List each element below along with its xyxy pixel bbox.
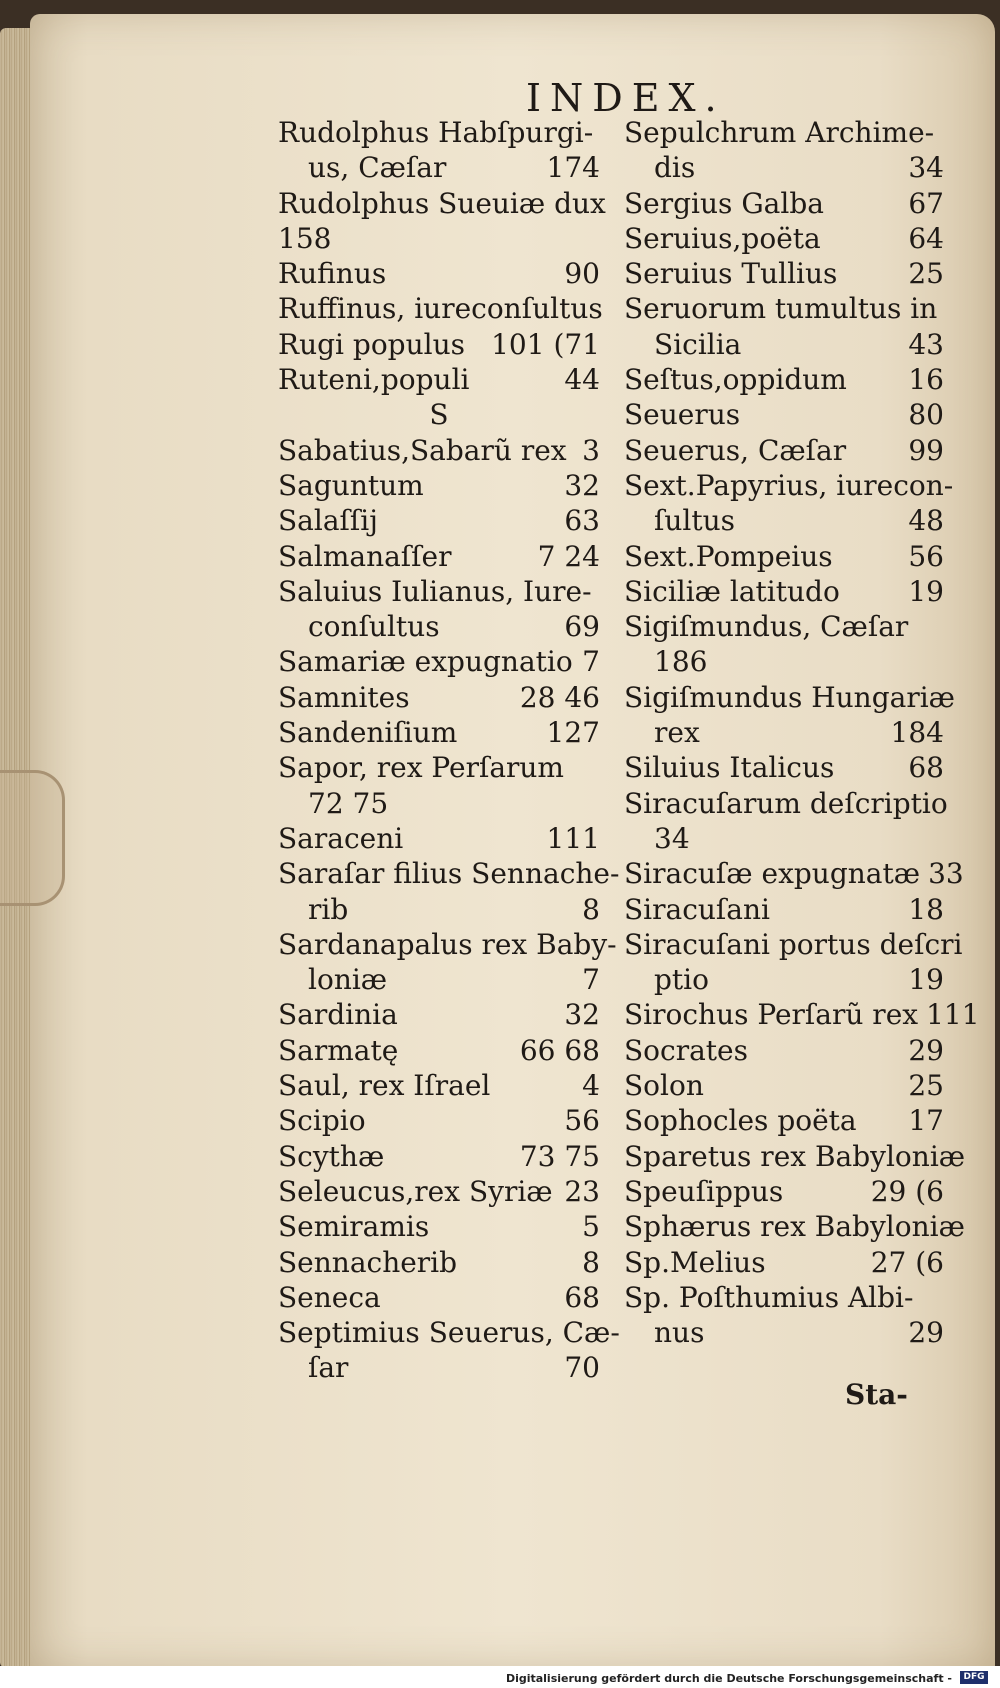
index-entry bbox=[624, 115, 944, 150]
index-entry bbox=[278, 186, 606, 221]
entry-page-number: 32 bbox=[564, 468, 600, 502]
entry-text: Siciliæ latitudo bbox=[624, 574, 840, 608]
index-entry bbox=[624, 786, 948, 821]
entry-page-number: 64 bbox=[908, 221, 944, 255]
index-entry bbox=[624, 186, 944, 221]
entry-text: Samnites bbox=[278, 680, 410, 714]
index-entry bbox=[278, 892, 600, 927]
entry-text: ſultus bbox=[654, 504, 736, 538]
index-entry bbox=[278, 291, 603, 326]
index-entry bbox=[624, 362, 944, 397]
entry-text: Sext.Papyrius, iurecon- bbox=[624, 468, 954, 502]
entry-page-number: 3 bbox=[582, 433, 600, 467]
entry-page-number: 34 bbox=[908, 151, 944, 185]
index-entry bbox=[624, 256, 944, 291]
entry-text: ptio bbox=[654, 963, 709, 997]
entry-text: Septimius Seuerus, Cæ- bbox=[278, 1316, 620, 1350]
entry-page-number: 25 bbox=[908, 1069, 944, 1103]
index-entry bbox=[624, 644, 944, 679]
index-entry bbox=[624, 997, 980, 1032]
entry-text: Scythæ bbox=[278, 1139, 385, 1173]
index-entry bbox=[624, 609, 944, 644]
entry-text: us, Cæſar bbox=[308, 151, 447, 185]
entry-text: Seruius,poëta bbox=[624, 221, 821, 255]
index-entry bbox=[624, 397, 944, 432]
entry-text: Socrates bbox=[624, 1033, 748, 1067]
index-entry bbox=[278, 256, 600, 291]
footer-bar bbox=[0, 1666, 1000, 1688]
entry-page-number bbox=[962, 927, 970, 962]
entry-page-number bbox=[603, 291, 611, 326]
entry-text: Sandeniſium bbox=[278, 716, 458, 750]
entry-text: Siracuſani bbox=[624, 892, 770, 926]
entry-text: Sp. Poſthumius Albi- bbox=[624, 1280, 914, 1314]
entry-page-number: 56 bbox=[564, 1104, 600, 1138]
entry-text: loniæ bbox=[308, 963, 388, 997]
index-entry bbox=[624, 856, 964, 891]
entry-text: Seruorum tumultus in bbox=[624, 292, 938, 326]
index-entry bbox=[278, 1033, 600, 1068]
index-entry bbox=[278, 644, 600, 679]
entry-text: Sicilia bbox=[654, 327, 742, 361]
index-entry bbox=[624, 927, 963, 962]
entry-page-number: 69 bbox=[564, 610, 600, 644]
entry-page-number: 63 bbox=[564, 504, 600, 538]
entry-text: Scipio bbox=[278, 1104, 366, 1138]
index-entry bbox=[624, 892, 944, 927]
entry-text: Sapor, rex Perſarum bbox=[278, 751, 564, 785]
index-entry bbox=[624, 1315, 944, 1350]
entry-page-number: 16 bbox=[908, 363, 944, 397]
index-entry bbox=[278, 786, 600, 821]
entry-page-number: 90 bbox=[564, 257, 600, 291]
entry-text: Sophocles poëta bbox=[624, 1104, 857, 1138]
index-entry bbox=[624, 1245, 944, 1280]
entry-page-number: 29 bbox=[908, 1033, 944, 1067]
entry-text: Sphærus rex Babyloniæ bbox=[624, 1210, 965, 1244]
entry-text: Seleucus,rex Syriæ bbox=[278, 1174, 553, 1208]
entry-page-number: 80 bbox=[908, 398, 944, 432]
index-entry bbox=[624, 1174, 944, 1209]
entry-page-number bbox=[936, 821, 944, 856]
index-entry bbox=[624, 1068, 944, 1103]
entry-page-number: 8 bbox=[582, 892, 600, 926]
entry-text: S bbox=[429, 398, 449, 432]
index-entry bbox=[278, 574, 600, 609]
entry-text: Rudolphus Sueuiæ dux bbox=[278, 186, 606, 220]
clasp-marking bbox=[0, 770, 65, 906]
entry-page-number bbox=[948, 786, 956, 821]
entry-text: Ruffinus, iureconſultus bbox=[278, 292, 603, 326]
entry-page-number: 7 24 bbox=[537, 539, 600, 573]
entry-page-number: 43 bbox=[908, 327, 944, 361]
index-entry bbox=[278, 362, 600, 397]
entry-text: Salmanaſſer bbox=[278, 539, 452, 573]
index-entry bbox=[278, 1245, 600, 1280]
entry-text: dis bbox=[654, 151, 696, 185]
entry-text: Seuerus bbox=[624, 398, 741, 432]
entry-page-number bbox=[953, 468, 961, 503]
index-entry bbox=[624, 1103, 944, 1138]
entry-text: Sigiſmundus Hungariæ bbox=[624, 680, 955, 714]
entry-page-number: 99 bbox=[908, 433, 944, 467]
entry-page-number: 19 bbox=[908, 574, 944, 608]
entry-text: Saul, rex Iſrael bbox=[278, 1069, 491, 1103]
index-entry bbox=[624, 1033, 944, 1068]
index-entry bbox=[278, 397, 600, 432]
index-entry bbox=[278, 468, 600, 503]
page-header: INDEX. bbox=[526, 76, 726, 120]
entry-text: Saluius Iulianus, Iure- bbox=[278, 574, 592, 608]
entry-page-number: 68 bbox=[908, 751, 944, 785]
entry-page-number: 7 bbox=[582, 963, 600, 997]
entry-text: Salaſſij bbox=[278, 504, 378, 538]
index-entry bbox=[278, 1068, 600, 1103]
index-entry bbox=[278, 1315, 620, 1350]
entry-page-number: 48 bbox=[908, 504, 944, 538]
entry-text: Sabatius,Sabarũ rex bbox=[278, 433, 567, 467]
entry-text: Saraceni bbox=[278, 821, 404, 855]
index-entry bbox=[278, 997, 600, 1032]
entry-page-number: 111 bbox=[546, 821, 600, 855]
entry-text: Seruius Tullius bbox=[624, 257, 838, 291]
entry-page-number: 67 bbox=[908, 186, 944, 220]
entry-page-number: 68 bbox=[564, 1280, 600, 1314]
entry-text: Sardinia bbox=[278, 998, 398, 1032]
index-entry bbox=[624, 1280, 944, 1315]
index-entry bbox=[624, 574, 944, 609]
index-entry bbox=[278, 327, 600, 362]
entry-page-number bbox=[592, 574, 600, 609]
entry-page-number: 17 bbox=[908, 1104, 944, 1138]
entry-text: Seneca bbox=[278, 1280, 381, 1314]
entry-text: Sergius Galba bbox=[624, 186, 824, 220]
entry-page-number: 174 bbox=[546, 151, 600, 185]
index-entry bbox=[624, 1209, 965, 1244]
entry-text: Speuſippus bbox=[624, 1174, 784, 1208]
index-entry bbox=[278, 221, 600, 256]
entry-text: rib bbox=[308, 892, 349, 926]
entry-text: nus bbox=[654, 1316, 705, 1350]
entry-page-number bbox=[936, 644, 944, 679]
entry-text: Sardanapalus rex Baby- bbox=[278, 927, 617, 961]
entry-page-number: 56 bbox=[908, 539, 944, 573]
index-entry bbox=[624, 750, 944, 785]
entry-page-number bbox=[937, 291, 945, 326]
index-entry bbox=[278, 1280, 600, 1315]
entry-text: rex bbox=[654, 716, 700, 750]
entry-page-number: 29 bbox=[908, 1316, 944, 1350]
index-entry bbox=[278, 715, 600, 750]
entry-page-number bbox=[606, 186, 614, 221]
index-entry bbox=[624, 291, 944, 326]
entry-text: Sext.Pompeius bbox=[624, 539, 833, 573]
entry-text: Ruteni,populi bbox=[278, 363, 470, 397]
entry-text: Rudolphus Habſpurgi- bbox=[278, 116, 594, 149]
entry-page-number: 111 bbox=[926, 998, 980, 1032]
entry-page-number: 70 bbox=[564, 1351, 600, 1385]
index-entry bbox=[278, 1209, 600, 1244]
index-entry bbox=[278, 680, 600, 715]
index-column-left bbox=[278, 115, 620, 1386]
index-entry bbox=[278, 539, 600, 574]
index-entry bbox=[278, 1139, 600, 1174]
index-entry bbox=[624, 221, 944, 256]
entry-text: ſar bbox=[308, 1351, 349, 1385]
entry-page-number: 28 46 bbox=[519, 680, 600, 714]
entry-page-number: 5 bbox=[582, 1210, 600, 1244]
entry-page-number bbox=[592, 750, 600, 785]
entry-text: Siracuſæ expugnatæ bbox=[624, 857, 921, 891]
entry-page-number bbox=[592, 221, 600, 256]
entry-page-number bbox=[965, 1139, 973, 1174]
entry-page-number bbox=[936, 1280, 944, 1315]
entry-page-number: 4 bbox=[582, 1069, 600, 1103]
index-entry bbox=[278, 750, 600, 785]
entry-page-number: 184 bbox=[890, 716, 944, 750]
entry-text: Sennacherib bbox=[278, 1245, 458, 1279]
entry-text: 34 bbox=[654, 821, 690, 855]
index-entry bbox=[624, 503, 944, 538]
index-entry bbox=[278, 962, 600, 997]
entry-page-number bbox=[965, 1209, 973, 1244]
entry-text: Sigiſmundus, Cæſar bbox=[624, 610, 909, 644]
entry-text: Saguntum bbox=[278, 468, 424, 502]
entry-text: Sepulchrum Archime- bbox=[624, 116, 935, 149]
index-entry bbox=[624, 327, 944, 362]
index-entry bbox=[278, 115, 600, 150]
entry-text: Solon bbox=[624, 1069, 704, 1103]
index-entry bbox=[624, 539, 944, 574]
entry-text: Samariæ expugnatio bbox=[278, 645, 573, 679]
entry-page-number: 25 bbox=[908, 257, 944, 291]
entry-page-number bbox=[592, 786, 600, 821]
entry-page-number: 73 75 bbox=[519, 1139, 600, 1173]
entry-text: Sparetus rex Babyloniæ bbox=[624, 1139, 966, 1173]
entry-text: 186 bbox=[654, 645, 708, 679]
entry-page-number: 29 (6 bbox=[870, 1174, 944, 1208]
entry-text: 72 75 bbox=[308, 786, 389, 820]
index-entry bbox=[278, 927, 617, 962]
index-entry bbox=[278, 1350, 600, 1385]
entry-text: Siracuſani portus deſcri bbox=[624, 927, 963, 961]
index-entry bbox=[278, 433, 600, 468]
entry-text: Semiramis bbox=[278, 1210, 430, 1244]
entry-page-number: 33 bbox=[928, 857, 964, 891]
catchword: Sta- bbox=[845, 1378, 908, 1411]
index-entry bbox=[278, 1103, 600, 1138]
entry-text: Saraſar filius Sennache- bbox=[278, 857, 620, 891]
index-entry bbox=[278, 1174, 600, 1209]
index-entry bbox=[624, 680, 955, 715]
entry-page-number: 66 68 bbox=[519, 1033, 600, 1067]
index-entry bbox=[278, 150, 600, 185]
index-entry bbox=[624, 821, 944, 856]
entry-text: Siluius Italicus bbox=[624, 751, 835, 785]
entry-page-number: 44 bbox=[564, 363, 600, 397]
index-entry bbox=[624, 715, 944, 750]
index-entry bbox=[278, 821, 600, 856]
index-entry bbox=[278, 503, 600, 538]
entry-page-number: 7 bbox=[582, 645, 600, 679]
entry-text: Siracuſarum deſcriptio bbox=[624, 786, 948, 820]
index-entry bbox=[278, 856, 620, 891]
entry-page-number: 32 bbox=[564, 998, 600, 1032]
entry-page-number: 19 bbox=[908, 963, 944, 997]
entry-page-number bbox=[936, 609, 944, 644]
index-entry bbox=[624, 433, 944, 468]
entry-text: Rufinus bbox=[278, 257, 387, 291]
footer-credit: Digitalisierung gefördert durch die Deutsche Forschungsgemeinschaft - bbox=[505, 1672, 952, 1685]
entry-page-number: 23 bbox=[564, 1174, 600, 1208]
index-entry bbox=[278, 609, 600, 644]
entry-page-number: 18 bbox=[908, 892, 944, 926]
entry-page-number: 127 bbox=[546, 716, 600, 750]
entry-page-number bbox=[593, 115, 601, 150]
index-entry bbox=[624, 150, 944, 185]
entry-page-number: 8 bbox=[582, 1245, 600, 1279]
entry-text: Seſtus,oppidum bbox=[624, 363, 847, 397]
entry-text: 158 bbox=[278, 221, 332, 255]
index-entry bbox=[624, 468, 954, 503]
entry-text: Sarmatę bbox=[278, 1033, 399, 1067]
index-entry bbox=[624, 962, 944, 997]
index-entry bbox=[624, 1139, 966, 1174]
entry-text: Sp.Melius bbox=[624, 1245, 766, 1279]
entry-text: conſultus bbox=[308, 610, 440, 644]
entry-page-number: 27 (6 bbox=[870, 1245, 944, 1279]
entry-page-number bbox=[955, 680, 963, 715]
index-column-right bbox=[624, 115, 980, 1350]
entry-text: Sirochus Perſarũ rex bbox=[624, 998, 919, 1032]
entry-text: Seuerus, Cæſar bbox=[624, 433, 847, 467]
entry-text: Rugi populus bbox=[278, 327, 465, 361]
entry-page-number bbox=[936, 115, 944, 150]
dfg-logo-icon: DFG bbox=[960, 1671, 988, 1684]
entry-page-number: 101 (71 bbox=[491, 327, 600, 361]
